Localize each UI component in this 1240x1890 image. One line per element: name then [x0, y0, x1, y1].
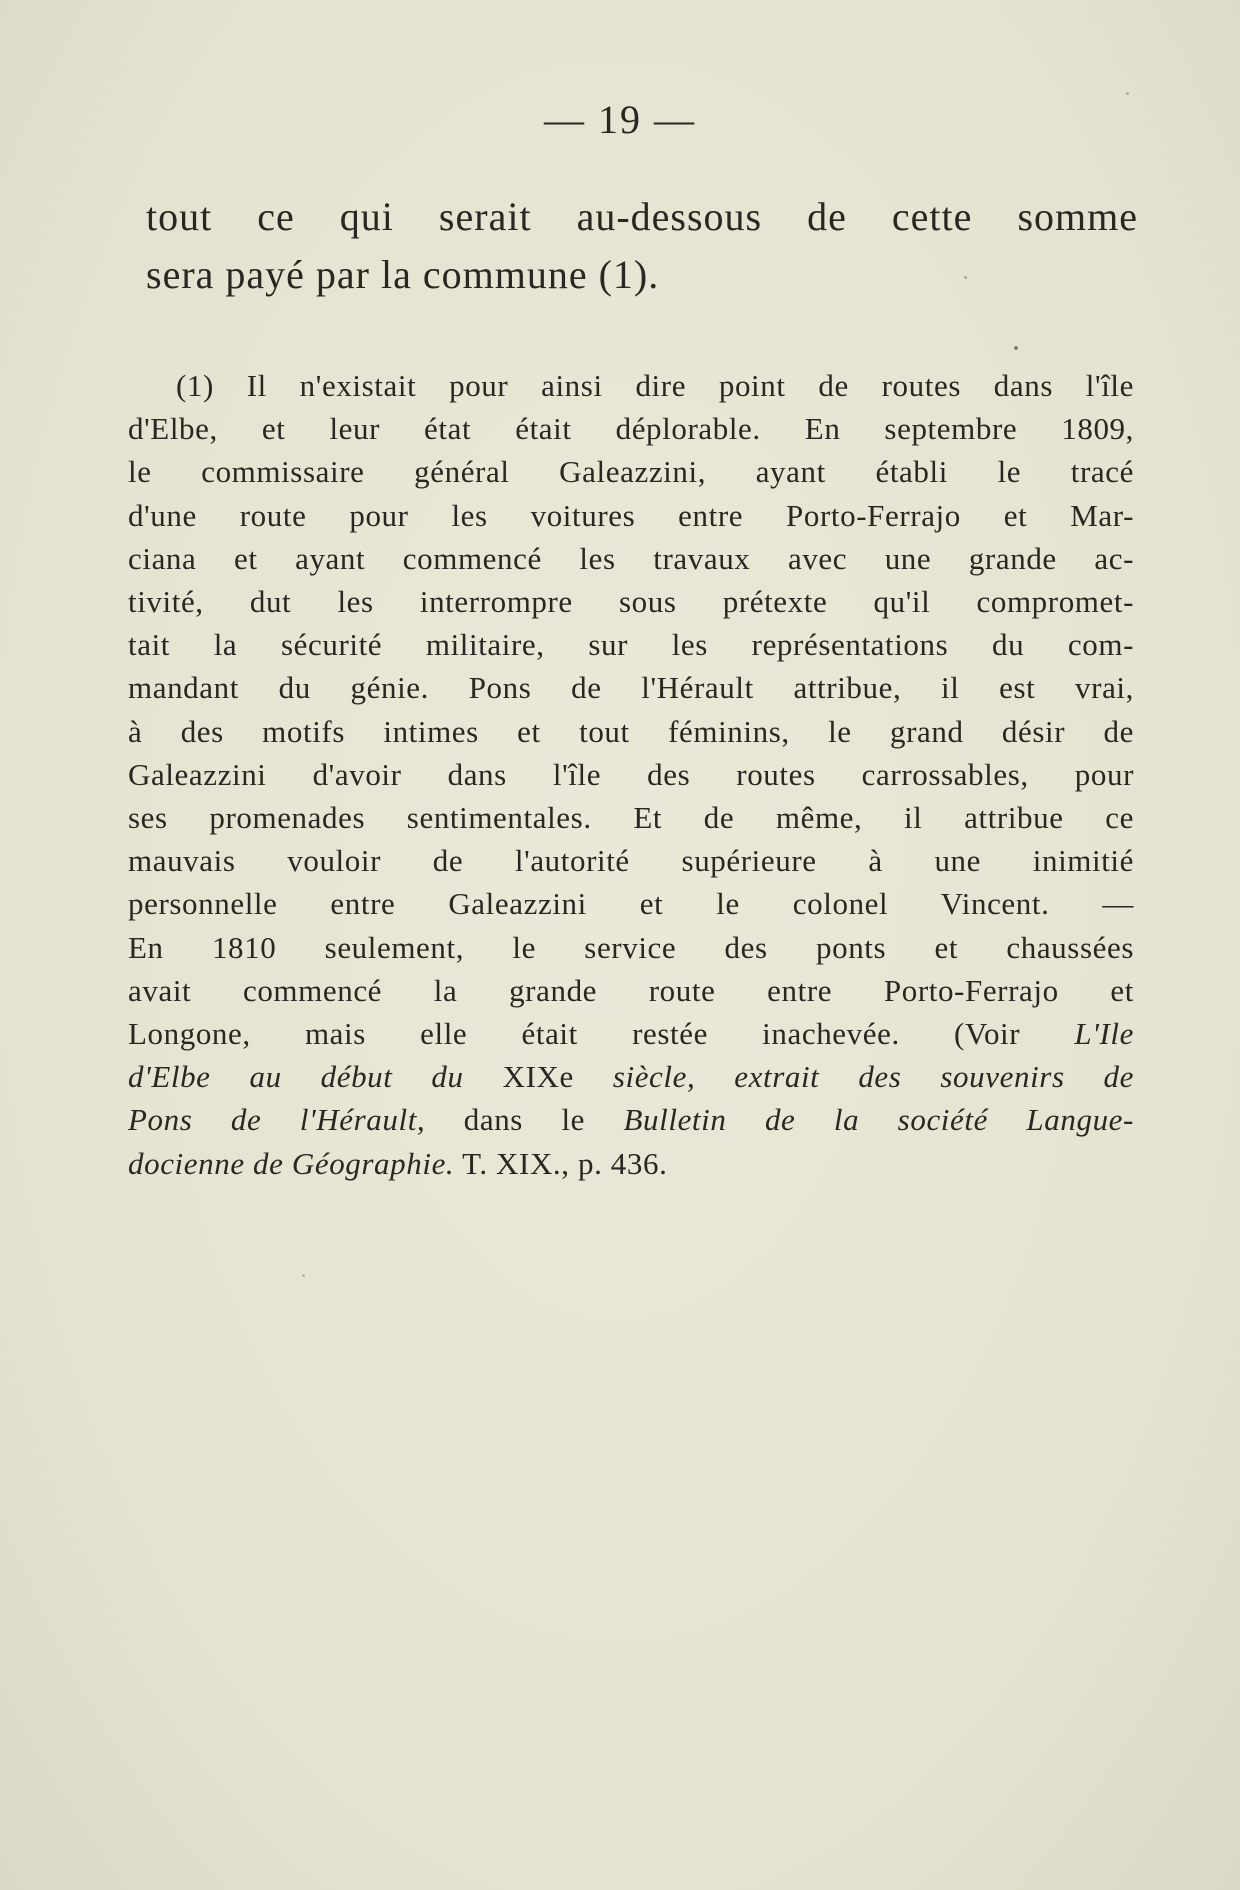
footnote-line: à des motifs intimes et tout féminins, le grand désir de: [128, 713, 1134, 749]
footnote-line: (1) Il n'existait pour ainsi dire point de routes dans l'île: [176, 368, 1134, 403]
citation-line: [128, 1098, 1134, 1141]
citation-author: Pons de l'Hérault,: [128, 1102, 426, 1138]
citation-text: dans le: [463, 1102, 586, 1138]
footnote-line: En 1810 seulement, le service des ponts et chaussées: [128, 929, 1134, 965]
paper-speck: [1126, 92, 1129, 95]
footnote-line: mauvais vouloir de l'autorité supérieure à une inimitié: [128, 843, 1134, 879]
footnote-line: le commissaire général Galeazzini, ayant établi le tracé: [128, 454, 1134, 490]
citation-title: d'Elbe au début du: [128, 1059, 464, 1095]
citation-line: [128, 1055, 1134, 1098]
footnote: [128, 364, 1134, 1185]
footnote-line: ses promenades sentimentales. Et de même, il attribue ce: [128, 800, 1134, 836]
footnote-line: tivité, dut les interrompre sous prétexte qu'il compromet-: [128, 584, 1134, 620]
footnote-line: d'Elbe, et leur état était déplorable. En septembre 1809,: [128, 411, 1134, 447]
footnote-line: tait la sécurité militaire, sur les représentations du com-: [128, 627, 1134, 663]
citation-title: L'Ile: [1074, 1016, 1134, 1052]
citation-journal: Bulletin de la société Langue-: [623, 1102, 1134, 1138]
citation-title: siècle, extrait des souvenirs de: [612, 1059, 1135, 1095]
citation-line: [128, 1142, 1134, 1185]
body-paragraph: [146, 188, 1138, 304]
footnote-line: d'une route pour les voitures entre Porto-Ferrajo et Mar-: [128, 497, 1134, 533]
footnote-line: mandant du génie. Pons de l'Hérault attribue, il est vrai,: [128, 670, 1134, 706]
footnote-line-with-citation: [128, 1012, 1134, 1055]
body-line: tout ce qui serait au-dessous de cette somme: [146, 194, 1138, 239]
footnote-text: Longone, mais elle était restée inachevée. (Voir: [128, 1016, 1021, 1052]
footnote-line: personnelle entre Galeazzini et le colonel Vincent. —: [128, 886, 1134, 922]
citation-century: XIXe: [502, 1059, 574, 1095]
footnote-line: ciana et ayant commencé les travaux avec une grande ac-: [128, 540, 1134, 576]
paper-speck: [1014, 346, 1018, 350]
page-number: — 19 —: [544, 97, 696, 142]
citation-reference: T. XIX., p. 436.: [462, 1145, 668, 1181]
footnote-line: avait commencé la grande route entre Porto-Ferrajo et: [128, 972, 1134, 1008]
citation-journal: docienne de Géographie.: [128, 1145, 455, 1181]
paper-speck: [302, 1274, 305, 1277]
body-line: sera payé par la commune (1).: [146, 252, 660, 297]
paper-speck: [964, 276, 967, 279]
footnote-line: Galeazzini d'avoir dans l'île des routes carrossables, pour: [128, 756, 1134, 792]
